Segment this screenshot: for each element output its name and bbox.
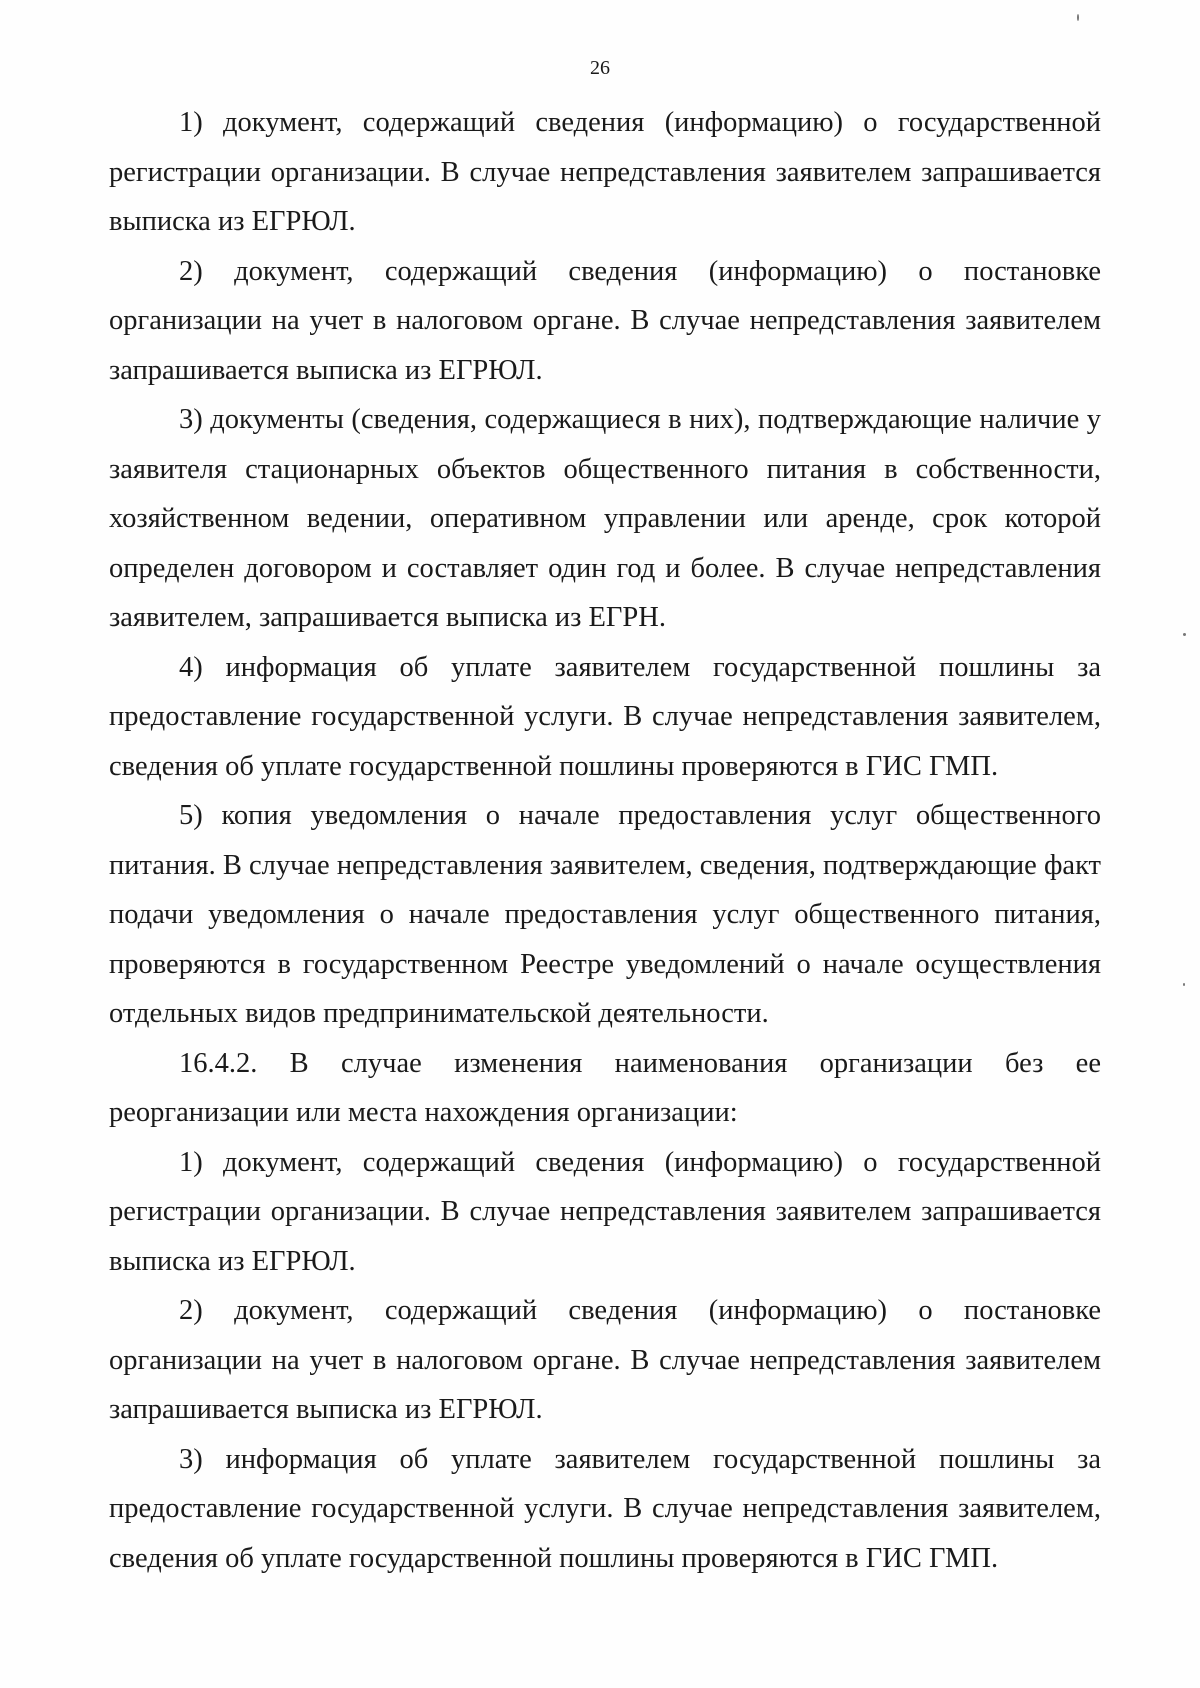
paragraph: 3) документы (сведения, содержащиеся в них), подтверждающие наличие у заявителя стационарных объектов общественного питания в собственности, хозяйственном ведении, оперативном управлении или аренде, срок которой определен договором и составляет один год и более. В случае непредставления заявителем, запрашивается выписка из ЕГРН. — [109, 404, 1101, 633]
paragraph: 4) информация об уплате заявителем государственной пошлины за предоставление государственной услуги. В случае непредставления заявителем, сведения об уплате государственной пошлины проверяются в ГИС ГМП. — [109, 651, 1101, 782]
paragraph: 2) документ, содержащий сведения (информацию) о постановке организации на учет в налоговом органе. В случае непредставления заявителем запрашивается выписка из ЕГРЮЛ. — [109, 1295, 1101, 1425]
paragraph: 16.4.2. В случае изменения наименования организации без ее реорганизации или места нахождения организации: — [109, 1047, 1101, 1128]
scan-speck — [1183, 633, 1186, 636]
scan-speck — [1077, 14, 1079, 21]
paragraph: 1) документ, содержащий сведения (информацию) о государственной регистрации организации. В случае непредставления заявителем запрашивается выписка из ЕГРЮЛ. — [109, 107, 1101, 237]
scan-speck — [1183, 983, 1185, 986]
paragraph: 3) информация об уплате заявителем государственной пошлины за предоставление государственной услуги. В случае непредставления заявителем, сведения об уплате государственной пошлины проверяются в ГИС ГМП. — [109, 1443, 1101, 1574]
paragraph: 2) документ, содержащий сведения (информацию) о постановке организации на учет в налоговом органе. В случае непредставления заявителем запрашивается выписка из ЕГРЮЛ. — [109, 255, 1101, 386]
paragraph: 1) документ, содержащий сведения (информацию) о государственной регистрации организации. В случае непредставления заявителем запрашивается выписка из ЕГРЮЛ. — [109, 1146, 1101, 1277]
page-number: 26 — [590, 57, 610, 79]
document-body — [109, 98, 1101, 1583]
paragraph: 5) копия уведомления о начале предоставления услуг общественного питания. В случае непредставления заявителем, сведения, подтверждающие факт подачи уведомления о начале предоставления услуг общественного питания, проверяются в государственном Реестре уведомлений о начале осуществления отдельных видов предпринимательской деятельности. — [109, 800, 1101, 1029]
